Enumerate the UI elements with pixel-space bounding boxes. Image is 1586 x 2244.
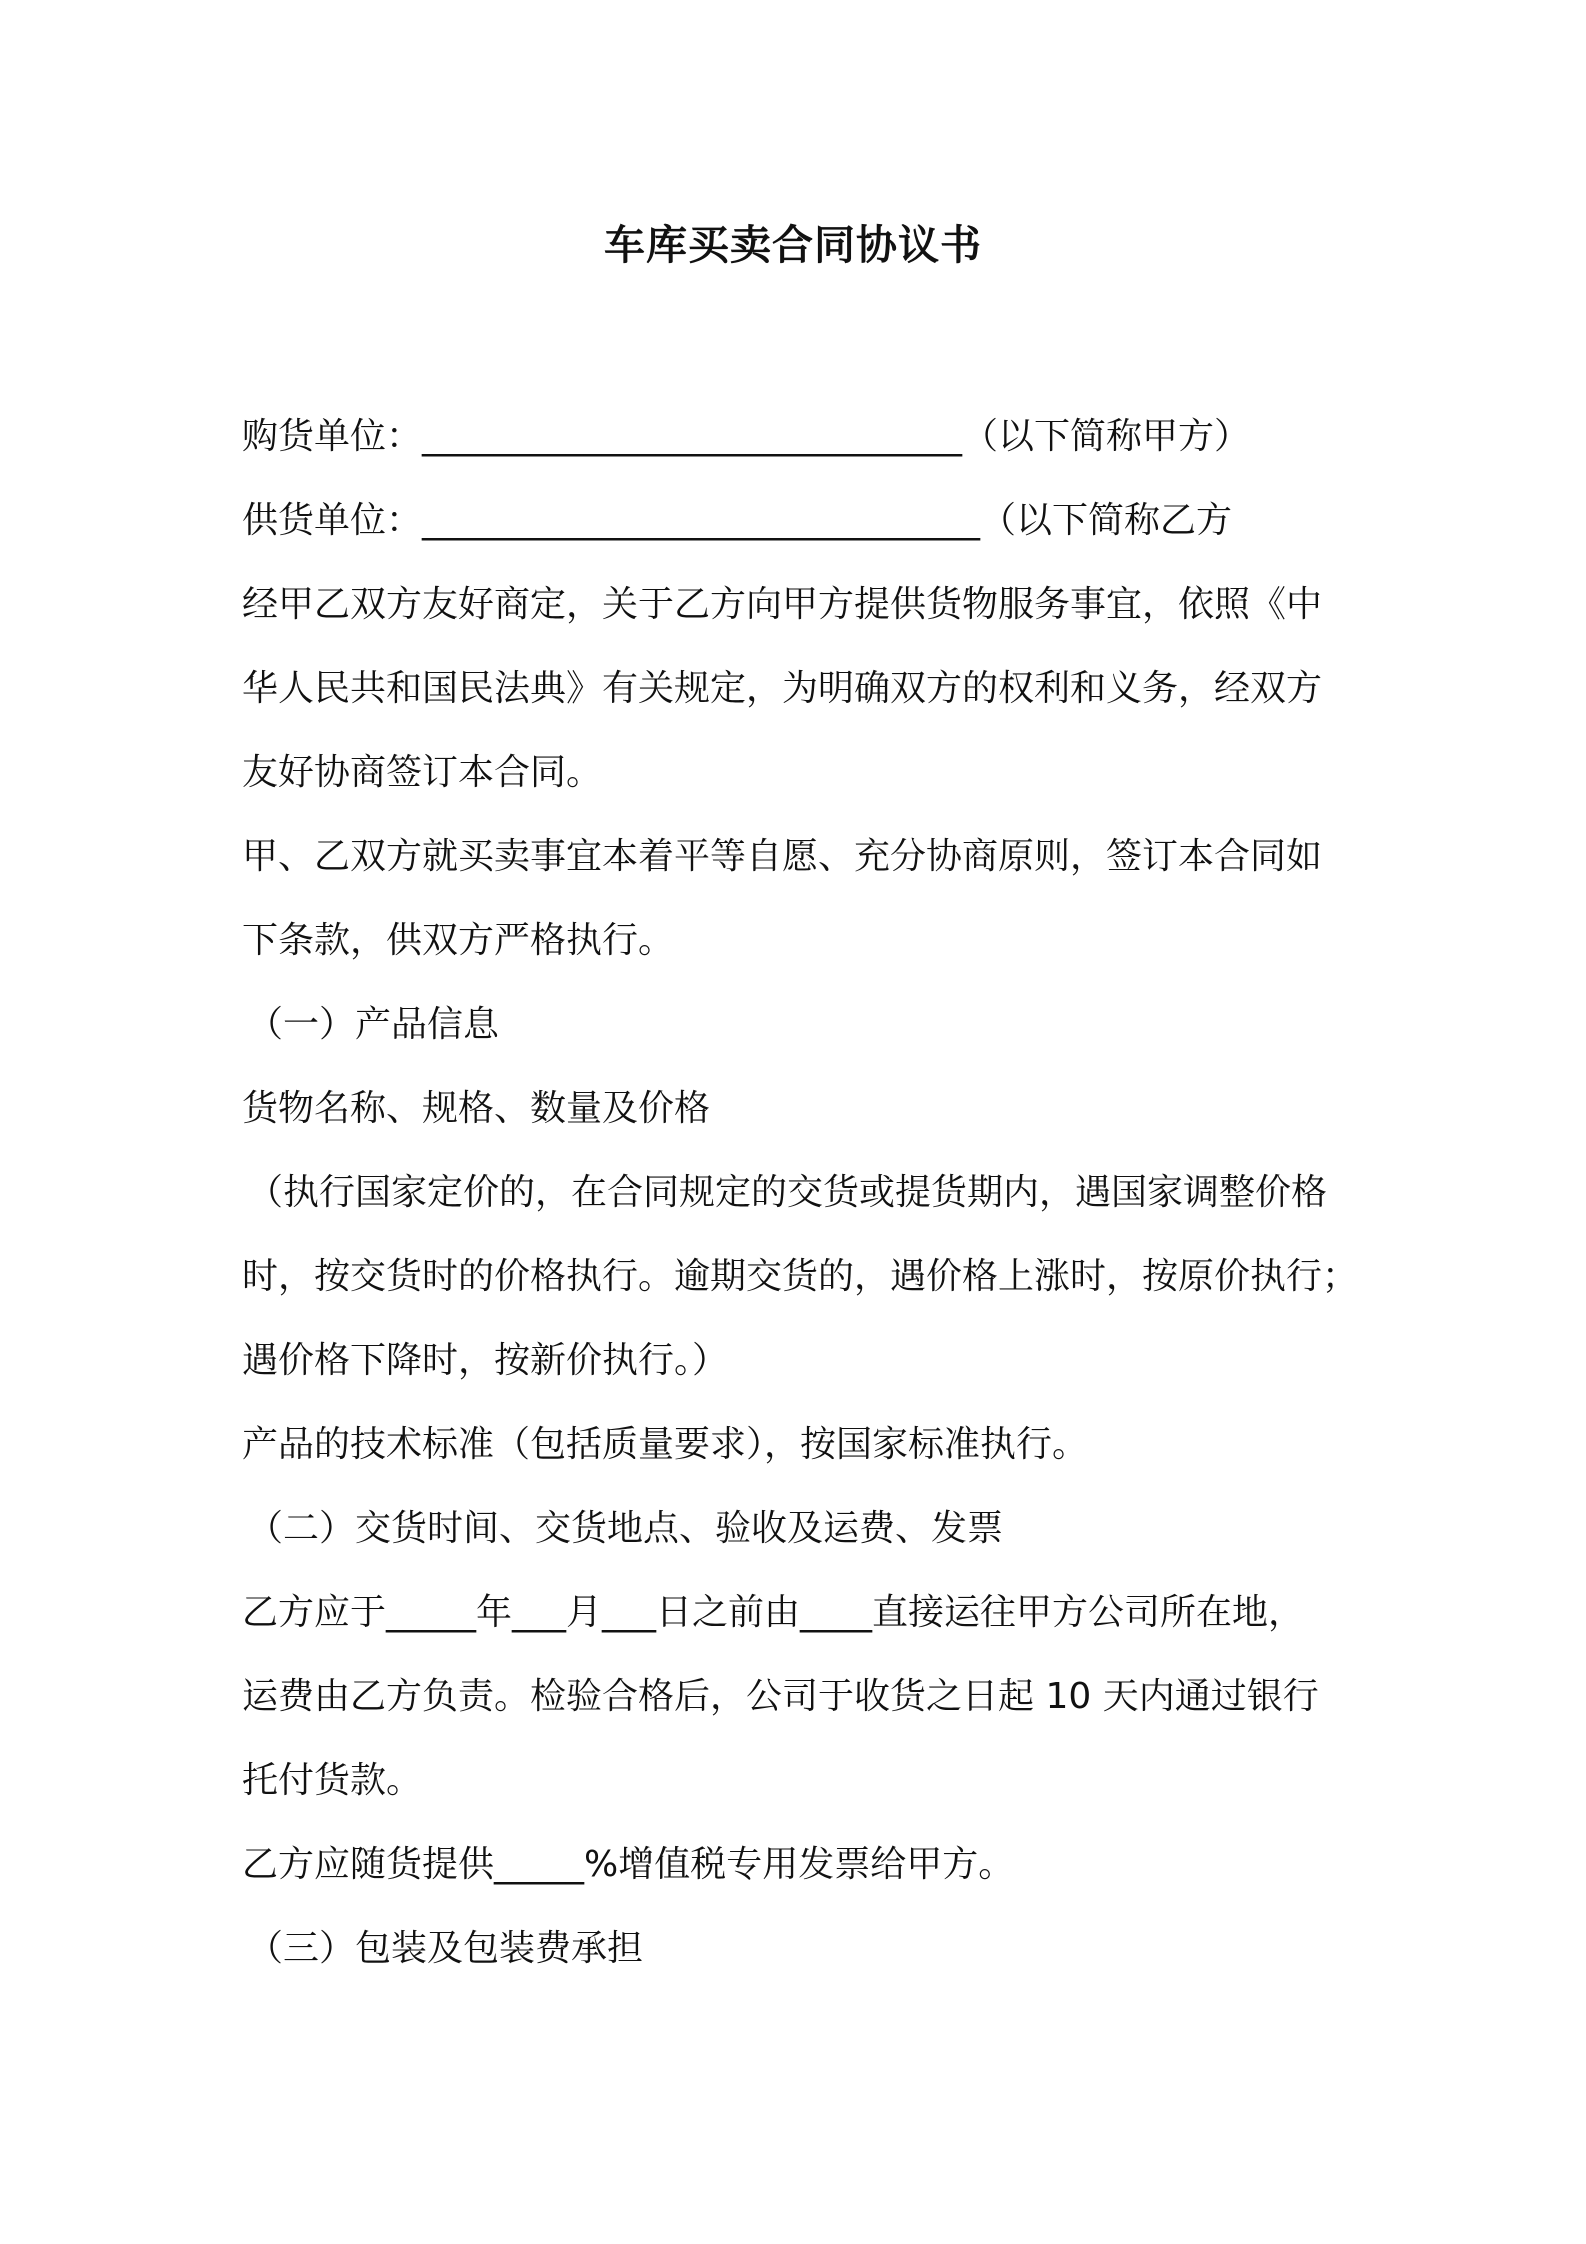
paragraph-line: 时，按交货时的价格执行。逾期交货的，遇价格上涨时，按原价执行； xyxy=(242,1256,1359,1297)
document-title: 车库买卖合同协议书 xyxy=(604,221,982,269)
paragraph-line: 华人民共和国民法典》有关规定，为明确双方的权利和义务，经双方 xyxy=(242,668,1323,709)
paragraph-line: 运费由乙方负责。检验合格后，公司于收货之日起 10 天内通过银行 xyxy=(242,1676,1319,1717)
paragraph-line: （执行国家定价的，在合同规定的交货或提货期内，遇国家调整价格 xyxy=(247,1172,1328,1213)
paragraph-line: 托付货款。 xyxy=(242,1760,423,1801)
paragraph-line: 货物名称、规格、数量及价格 xyxy=(242,1088,711,1129)
section-heading-2: （二）交货时间、交货地点、验收及运费、发票 xyxy=(247,1508,1004,1549)
paragraph-line: 下条款，供双方严格执行。 xyxy=(242,920,675,961)
paragraph-line: 产品的技术标准（包括质量要求），按国家标准执行。 xyxy=(242,1424,1089,1465)
section-heading-1: （一）产品信息 xyxy=(247,1004,500,1045)
paragraph-line: 乙方应于_____年___月___日之前由____直接运往甲方公司所在地， xyxy=(242,1592,1305,1633)
paragraph-line: 乙方应随货提供_____%增值税专用发票给甲方。 xyxy=(242,1844,1015,1885)
paragraph-line: 甲、乙双方就买卖事宜本着平等自愿、充分协商原则，签订本合同如 xyxy=(242,836,1323,877)
paragraph-line: 遇价格下降时，按新价执行。） xyxy=(242,1340,729,1381)
paragraph-line: 友好协商签订本合同。 xyxy=(242,752,603,793)
section-heading-3: （三）包装及包装费承担 xyxy=(247,1928,644,1969)
paragraph-line: 经甲乙双方友好商定，关于乙方向甲方提供货物服务事宜，依照《中 xyxy=(242,584,1323,625)
supplier-line: 供货单位：_______________________________（以下简称乙方 xyxy=(242,500,1233,541)
buyer-line: 购货单位：______________________________（以下简称甲方） xyxy=(242,416,1251,457)
